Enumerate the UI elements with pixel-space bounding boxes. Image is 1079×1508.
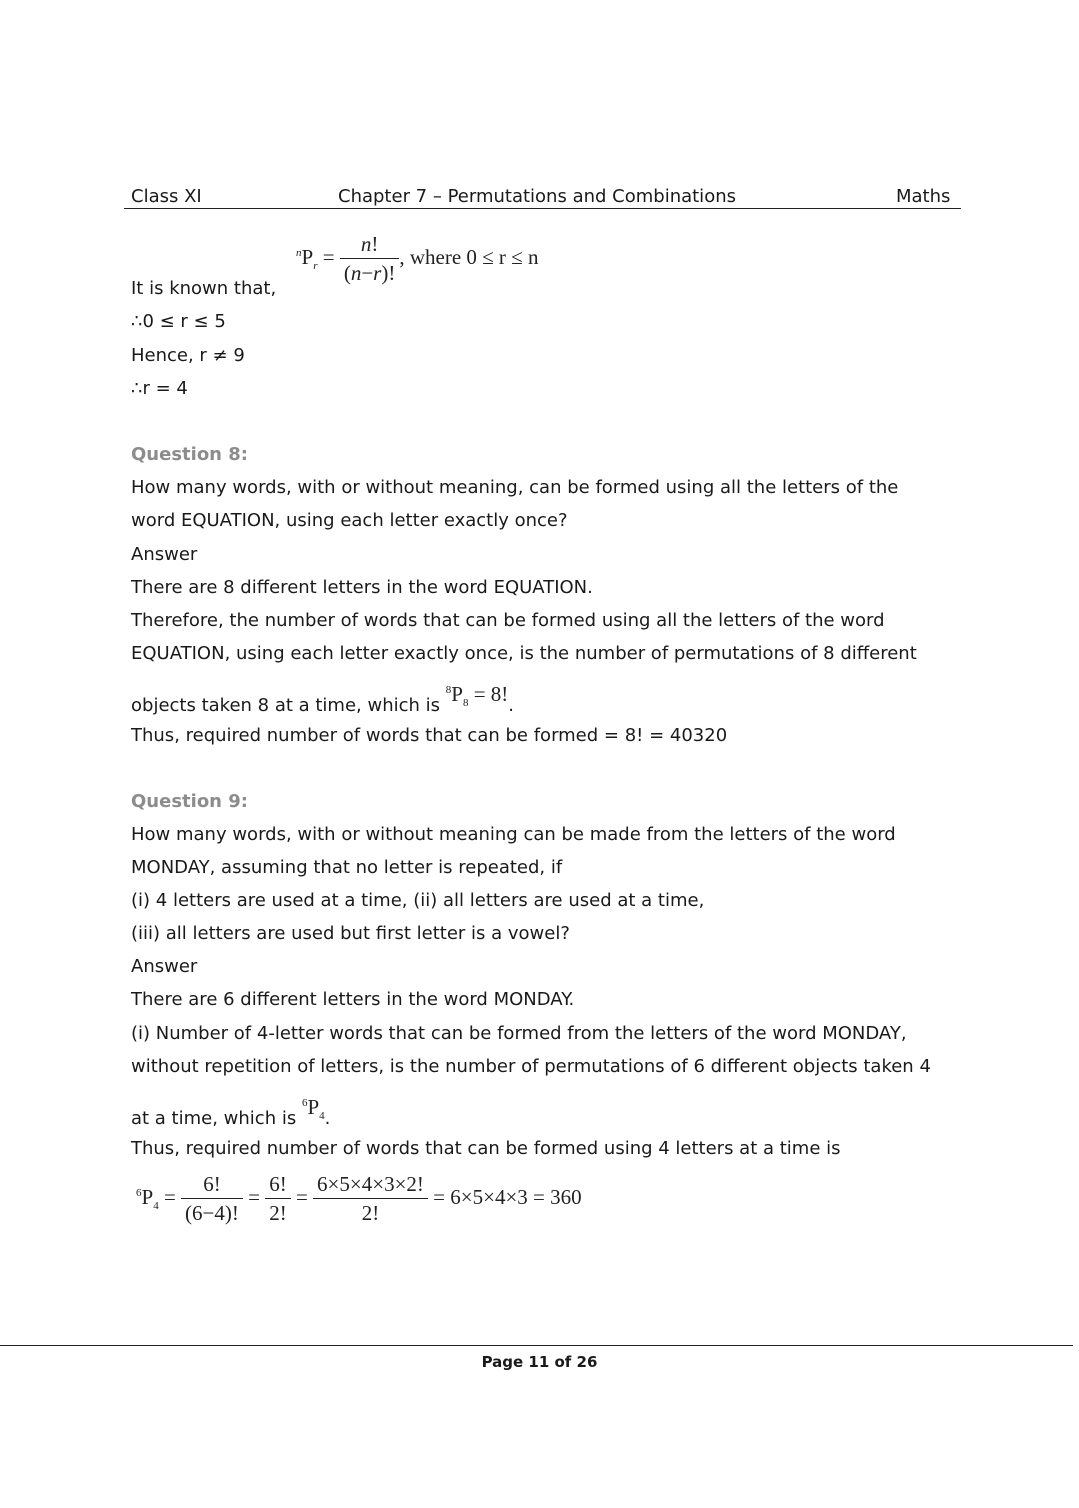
q9-answer-line-4: at a time, which is $^6P_4$. [131,1095,331,1129]
calc-num-3: 6×5×4×3×2! [313,1172,428,1199]
header-class: Class XI [131,186,202,207]
q9-question-line-2: MONDAY, assuming that no letter is repeated, if [131,857,563,878]
q9-answer-line-5: Thus, required number of words that can be formed using 4 letters at a time is [131,1138,841,1159]
q8-question-line-1: How many words, with or without meaning, can be formed using all the letters of the [131,477,899,498]
q9-question-line-3: (i) 4 letters are used at a time, (ii) all letters are used at a time, [131,890,705,911]
q9-question-line-4: (iii) all letters are used but first letter is a vowel? [131,923,570,944]
q8-answer-line-4-text: objects taken 8 at a time, which is [131,695,441,716]
page-number: Page 11 of 26 [481,1353,598,1371]
q8-formula: $^8P_8 = 8$! [445,682,509,710]
q7-line-1: ∴0 ≤ r ≤ 5 [131,311,226,332]
q8-answer-line-2: Therefore, the number of words that can be formed using all the letters of the word [131,610,885,631]
header-rule [124,208,961,209]
calc-den-2: 2! [269,1201,287,1225]
header-subject: Maths [896,186,951,207]
q8-answer-line-5: Thus, required number of words that can be formed = 8! = 40320 [131,725,728,746]
q8-question-line-2: word EQUATION, using each letter exactly once? [131,510,568,531]
q8-answer-line-1: There are 8 different letters in the word EQUATION. [131,577,593,598]
q9-answer-line-1: There are 6 different letters in the word MONDAY. [131,989,575,1010]
q9-answer-label: Answer [131,956,198,977]
q8-answer-label: Answer [131,544,198,565]
formula-where: , where 0 ≤ r ≤ n [399,244,539,269]
q9-answer-line-4-text: at a time, which is [131,1108,297,1129]
question-8-heading: Question 8: [131,444,248,465]
q9-inline-formula: $^6P_4$ [301,1095,325,1123]
q9-answer-line-3: without repetition of letters, is the number of permutations of 6 different objects taken 4 [131,1056,931,1077]
footer-rule [0,1345,1073,1346]
q7-line-3: ∴r = 4 [131,378,188,399]
known-text: It is known that, [131,278,277,299]
q8-answer-line-4: objects taken 8 at a time, which is $^8P_8 = 8$!. [131,682,515,716]
q9-question-line-1: How many words, with or without meaning can be made from the letters of the word [131,824,896,845]
header-chapter: Chapter 7 – Permutations and Combinations [338,186,736,207]
calc-den-1: (6−4)! [185,1201,239,1225]
q9-answer-line-2: (i) Number of 4-letter words that can be formed from the letters of the word MONDAY, [131,1023,907,1044]
calc-den-3: 2! [361,1201,380,1225]
question-9-heading: Question 9: [131,791,248,812]
permutation-formula: $^nP_r$ = $\frac{n!}{(n-r)!}$ , where 0 ≤ r ≤ n [296,232,539,285]
q8-formula-value: = 8! [473,682,509,706]
calc-num-2: 6! [265,1172,291,1199]
calc-num-1: 6! [181,1172,243,1199]
q8-answer-line-3: EQUATION, using each letter exactly once, is the number of permutations of 8 different [131,643,917,664]
q9-calculation: $^6P_4$ = $\frac{6!}{(6-4)!}$ = $\frac{6!}{2!}$ = $\frac{6\times 5\times 4\times 3\times 2!}{2!}$ = 6×5×4×3 = 360 [136,1172,582,1225]
q7-line-2: Hence, r ≠ 9 [131,345,245,366]
calc-result: = 6×5×4×3 = 360 [433,1184,582,1209]
